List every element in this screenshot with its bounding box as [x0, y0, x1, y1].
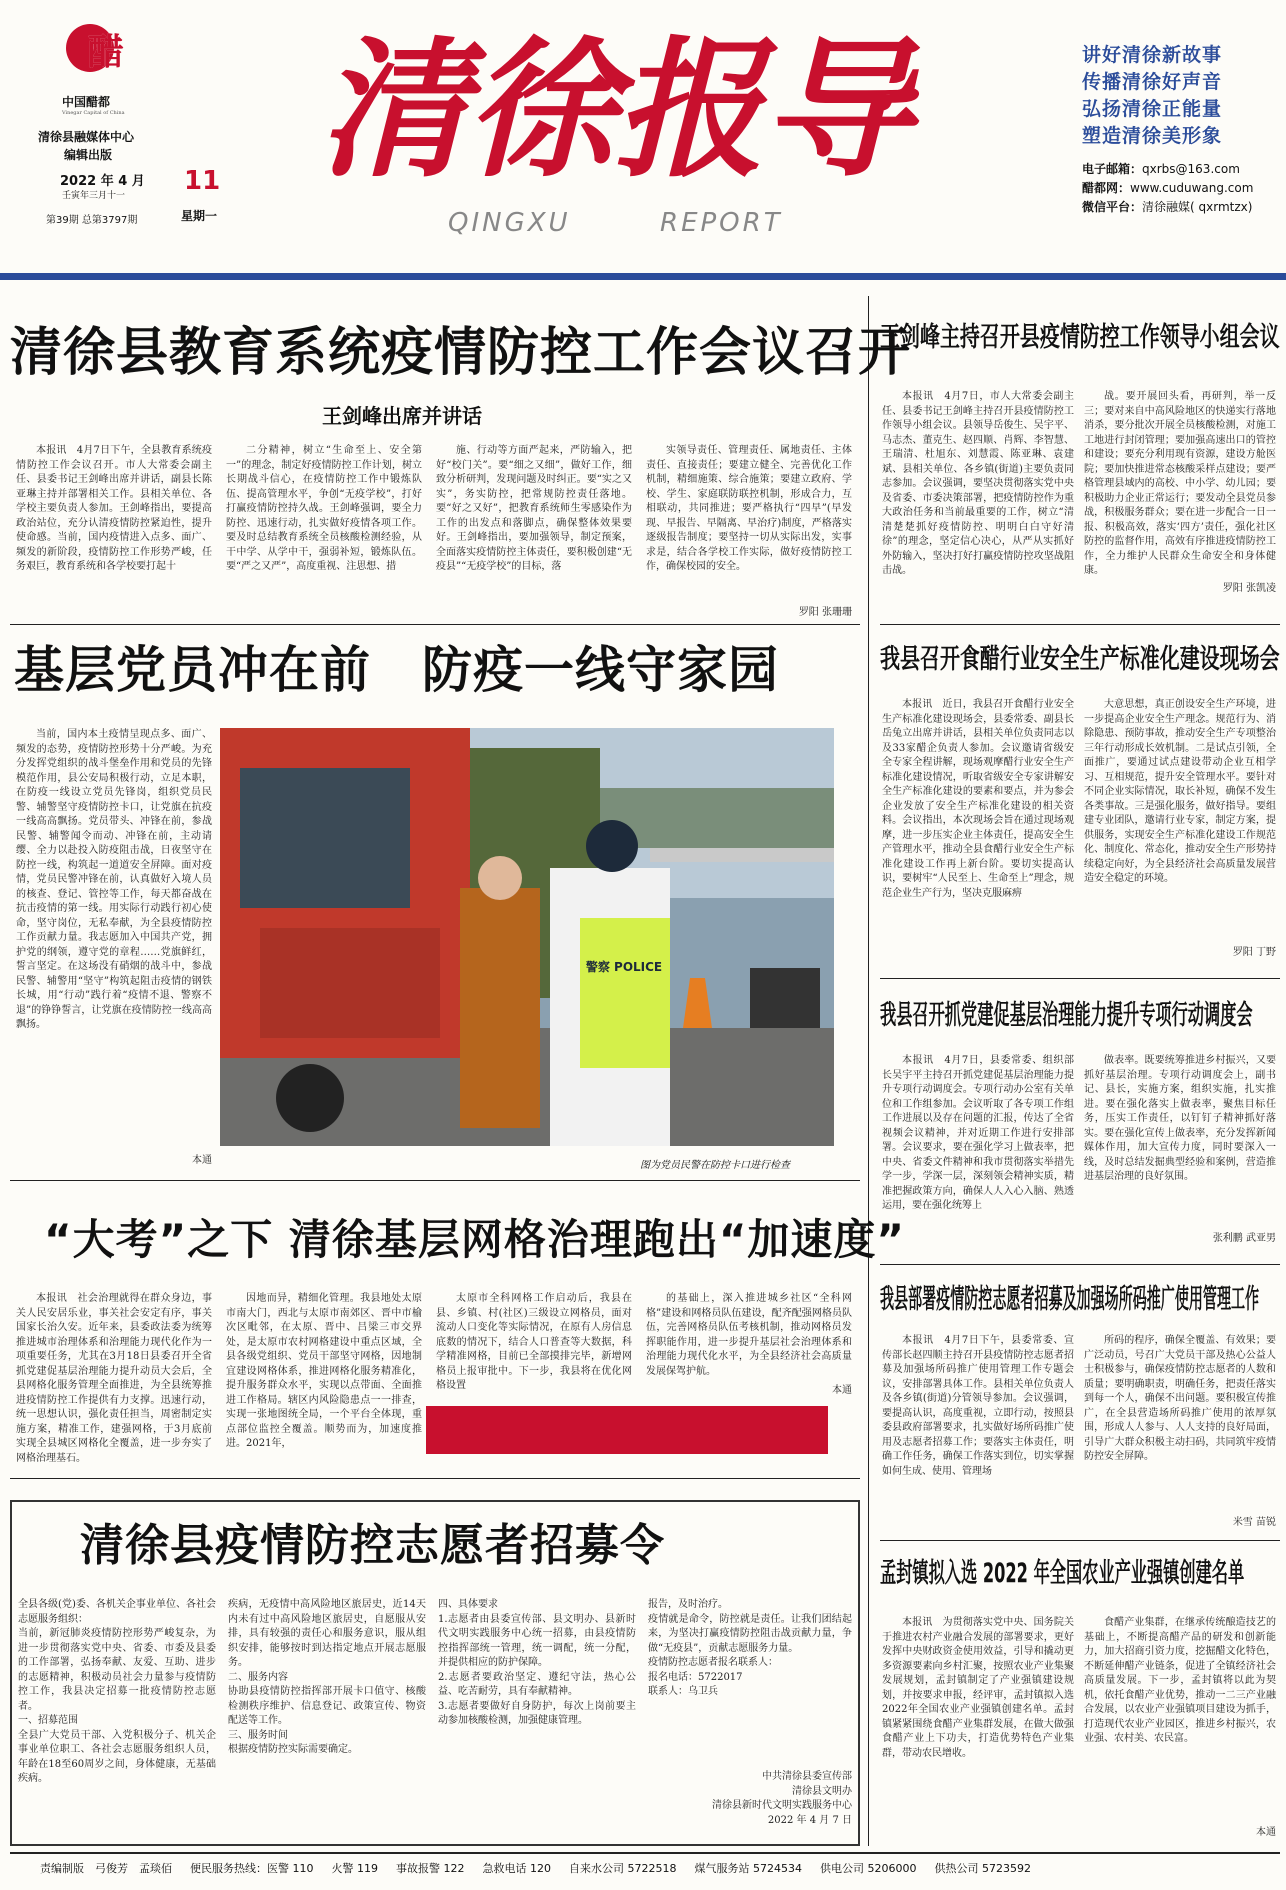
a6-col-4: 的基础上，深入推进城乡社区“全科网格”建设和网格员队伍建设，配齐配强网格员队伍，完善网格员队伍考核机制，推动网格员发挥职能作用，进一步提升基层社会治理体系和治理能力现代化水平，为全县经济社会高质量发展保驾护航。: [646, 1293, 852, 1377]
a9-col-2: 食醋产业集群，在继承传统酿造技艺的基础上，不断提高醋产品的研发和创新能力，加大招商引资力度，挖掘醋文化特色，不断延伸醋产业链条，促进了全镇经济社会高质量发展。下一步，孟封镇将以此为契机，依托食醋产业优势，推动一二三产业融合发展，以农业产业强镇项目建设为抓手，打造现代农业产业园区，推进乡村振兴，农业强、农村美、农民富。: [1084, 1617, 1276, 1744]
masthead-rule: [0, 273, 1286, 280]
a8-col-2: 疾病，无疫情中高风险地区旅居史，近14天内未有过中高风险地区旅居史，自愿服从安排，具有较强的责任心和服务意识，服从组织安排，能够按时到达指定地点开展志愿服务。 二、服务内容 协助县疫情防控指挥部开展卡口值守、核酸检测秩序维护、信息登记、政策宣传、物资配送等工作。 三、服务时间 根据疫情防控实际需要确定。: [228, 1599, 426, 1755]
body-a3: 当前，国内本土疫情呈现点多、面广、频发的态势，疫情防控形势十分严峻。为充分发挥党组织的战斗堡垒作用和党员的先锋模范作用，县公安局积极行动，立足本职，在防疫一线设立党员先锋岗，组织党员民警、辅警坚守疫情防控卡口，让党旗在抗疫一线高高飘扬。党员带头、冲锋在前，参战民警、辅警闻令而动、冲锋在前，主动请缨、全力以赴投入防疫阻击战，日夜坚守在防控一线，构筑起一道道安全屏障。面对疫情，党员民警冲锋在前，认真做好入境人员的核查、登记、管控等工作，每天都奋战在抗击疫情的第一线。用实际行动践行初心使命，坚守岗位，无私奉献，为全县疫情防控工作贡献力量。我志愿加入中国共产党，拥护党的纲领，遵守党的章程……党旗鲜红，誓言坚定。在这场没有硝烟的战斗中，参战民警、辅警用“坚守”构筑起阻击疫情的钢铁长城，用“行动”践行着“疫情不退、警察不退”的铮铮誓言，让党旗在疫情防控一线高高飘扬。: [16, 729, 212, 1030]
photo-caption: 图为党员民警在防控卡口进行检查: [640, 1160, 790, 1171]
body-a9: [882, 1616, 1278, 1840]
a8-col-3: 四、具体要求 1.志愿者由县委宣传部、县文明办、县新时代文明实践服务中心统一招募，由县疫情防控指挥部统一管理，统一调配，统一分配，并提供相应的防护保障。 2.志愿者要政治坚定、遵纪守法，热心公益、吃苦耐劳，具有奉献精神。 3.志愿者要做好自身防护，每次上岗前要主动参加核酸检测，加强健康管理。: [438, 1599, 636, 1726]
signoff-dept-3: 清徐县新时代文明实践服务中心: [712, 1800, 852, 1811]
weekday: 星期一: [181, 209, 218, 223]
footer-emergency: 急救电话 120: [482, 1862, 551, 1875]
masthead-pinyin-2: REPORT: [660, 208, 783, 238]
footer-rule: [10, 1852, 1280, 1854]
masthead-title: 清徐报导: [318, 22, 911, 198]
a4-col-1: 本报讯 近日，我县召开食醋行业安全生产标准化建设现场会，县委常委、副县长岳兔立出席并讲话，县相关单位负责同志以及33家醋企负责人参加。会议邀请省级安全专家全程讲解，现场观摩醋行业安全生产标准化建设情况，听取省级安全专家讲解安全生产标准化建设的要素和要点，并为参会企业发放了安全生产标准化建设的相关资料。会议指出，本次现场会旨在通过现场观摩，进一步压实企业主体责任，提高安全生产管理水平，推动全县食醋行业安全生产标准化建设工作再上新台阶。要切实提高认识，要树牢“人民至上、生命至上”理念，规范企业生产行为，坚决克服麻痹: [882, 699, 1074, 899]
slogan-3: 弘扬清徐正能量: [1082, 98, 1223, 120]
footer-gas: 煤气服务站 5724534: [694, 1862, 802, 1875]
footer-editor: 责编制版 弓俊芳 孟琰佰: [40, 1862, 172, 1875]
slogan-1: 讲好清徐新故事: [1082, 44, 1223, 66]
a5-col-2: 做表率。既要统筹推进乡村振兴，又要抓好基层治理。专项行动调度会上，副书记、县长，实施方案，组织实施，扎实推进。要在强化落实上做表率，聚焦目标任务，压实工作责任，以钉钉子精神抓好落实。要在强化宣传上做表率，充分发挥新闻媒体作用，加大宣传力度，同时要深入一线，及时总结发掘典型经验和案例，营造推进基层治理的良好氛围。: [1084, 1055, 1276, 1182]
body-a1: [16, 444, 856, 620]
news-photo: [220, 728, 834, 1146]
body-a8: [18, 1598, 854, 1838]
a3-byline: 本通: [192, 1155, 212, 1166]
contact-email: 电子邮箱：qxrbs@163.com: [1082, 162, 1240, 176]
footer-water: 自来水公司 5722518: [569, 1862, 677, 1875]
a9-byline: 本通: [1256, 1827, 1276, 1838]
publisher-line-1: 清徐县融媒体中心: [38, 130, 135, 144]
slogan-2: 传播清徐好声音: [1082, 71, 1223, 93]
a2-col-1: 本报讯 4月7日，市人大常委会副主任、县委书记王剑峰主持召开县疫情防控工作领导小组会议。县领导岳俊生、吴宇平、马志杰、董克生、赵四顺、肖辉、李智慧、王瑞清、杜旭东、刘慧霞、陈亚琳、袁建斌、县相关单位、各乡镇(街道)主要负责同志参加。会议强调，要坚决贯彻落实党中央及省委、市委决策部署，把疫情防控作为重大政治任务和当前最重要的工作，树立“清清楚楚抓好疫情防控、明明白白守好清徐”的理念，坚定信心决心，从严从实抓好外防输入，坚决打好打赢疫情防控攻坚战阻击战。: [882, 391, 1074, 576]
a4-byline: 罗阳 丁野: [1232, 947, 1276, 958]
headline-a1: 清徐县教育系统疫情防控工作会议召开: [10, 323, 912, 383]
footer: [40, 1860, 1280, 1882]
issue-date: 2022 年 4 月: [60, 174, 145, 189]
body-a5: [882, 1054, 1278, 1246]
subtitle-a1: 王剑峰出席并讲话: [322, 404, 482, 428]
a6-col-2: 因地而异，精细化管理。我县地处太原市南大门，西北与太原市南郊区、晋中市榆次区毗邻，在太原、晋中、吕梁三市交界处，是太原市农村网格建设中重点区域，全县各级党组织、党员干部坚守网格，因地制宜建设网格体系，推进网格化服务精准化，提升服务群众水平，实现以点带面、全面推进工作格局。辖区内风险隐患点一一排查，实现一张地图统全局，一个平台全体现，重点部位监控全覆盖。顺势而为，加速度推进。2021年，: [226, 1293, 422, 1449]
a7-col-2: 所码的程序，确保全覆盖、有效果；要广泛动员，号召广大党员干部及热心公益人士积极参与，确保疫情防控志愿者的人数和质量；要明确职责，明确任务，把责任落实到每一个人，确保不出问题。要积极宣传推广，在全县营造场所码推广使用的浓厚氛围，形成人人参与、人人支持的良好局面，引导广大群众积极主动扫码，共同筑牢疫情防控安全屏障。: [1084, 1335, 1276, 1462]
banner-party-building: [426, 1406, 828, 1454]
logo-text-cn: 中国醋都: [62, 95, 111, 109]
signoff-dept-2: 清徐县文明办: [792, 1785, 852, 1797]
a4-col-2: 大意思想，真正创设安全生产环境，进一步提高企业安全生产理念。规范行为、消除隐患、预防事故，推动安全生产专项整治三年行动形成长效机制。二是试点引领，全面推广，要通过试点建设带动企业互相学习、互相规范，提升安全管理水平。要针对不同企业实际情况，取长补短，确保不发生各类事故。三是强化服务，做好指导。要组建专业团队，邀请行业专家，制定方案，提供服务，实现安全生产标准化建设工作规范化、制度化、常态化，推动安全生产形势持续稳定向好，为全县经济社会高质量发展营造安全稳定的环境。: [1084, 699, 1276, 884]
a1-byline: 罗阳 张珊珊: [798, 607, 852, 618]
a5-byline-visible: 张利鹏 武亚男: [1212, 1233, 1276, 1244]
slogans: [1082, 42, 1262, 150]
a1-col-4: 实领导责任、管理责任、属地责任、主体责任、直接责任；要建立健全、完善优化工作机制，精细施策、综合施策；要建立政府、学校、学生、家庭联防联控机制，形成合力，互相联动，共同推进；要严格执行“四早”(早发现、早报告、早隔离、早治疗)制度，严格落实逐级报告制度；要坚持一切从实际出发，实事求是，结合各学校工作实际，做好疫情防控工作，确保校园的安全。: [646, 445, 852, 572]
footer-hotline: 便民服务热线：医警 110: [190, 1862, 314, 1875]
publisher-line-2: 编辑出版: [64, 148, 113, 162]
city-logo: [66, 24, 126, 80]
a8-col-4: 报告，及时治疗。 疫情就是命令，防控就是责任。让我们团结起来，为坚决打赢疫情防控阻击战贡献力量，争做“无疫县”，贡献志愿服务力量。 疫情防控志愿者报名联系人： 报名电话：5722017 联系人：乌卫兵: [648, 1599, 852, 1697]
body-a7: [882, 1334, 1278, 1530]
headline-a4: 我县召开食醋行业安全生产标准化建设现场会: [880, 644, 1280, 675]
a6-byline: 本通: [832, 1385, 852, 1396]
rule-a3: [10, 1180, 860, 1181]
police-vest-text: 警察 POLICE: [585, 960, 663, 974]
footer-accident: 事故报警 122: [396, 1862, 465, 1875]
issue-number: 第39期 总第3797期: [46, 215, 138, 226]
lunar-date: 壬寅年三月十一: [62, 191, 126, 201]
issue-day: 11: [184, 166, 221, 196]
photo-illustration: [220, 728, 834, 1146]
a5-col-1: 本报讯 4月7日，县委常委、组织部长吴宇平主持召开抓党建促基层治理能力提升专项行动调度会。专项行动办公室有关单位和工作组参加。会议听取了各专项工作组工作进展以及存在问题的汇报，传达了全省视频会议精神，并对近期工作进行安排部署。会议要求，要在强化学习上做表率，把中央、省委文件精神和我市贯彻落实举措先学一步，学深一层，深刻领会精神实质，精准把握政策方向，确保人人入心入脑、熟透运用，要在强化统筹上: [882, 1055, 1074, 1211]
slogan-4: 塑造清徐美形象: [1082, 125, 1223, 147]
a2-byline: 罗阳 张凯凌: [1222, 583, 1276, 594]
masthead-pinyin-1: QINGXU: [448, 208, 571, 238]
a8-signoff: [648, 1770, 852, 1838]
a7-col-1: 本报讯 4月7日下午，县委常委、宣传部长赵四顺主持召开县疫情防控志愿者招募及加强场所码推广使用管理工作专题会议，安排部署具体工作。县相关单位负责人及各乡镇(街道)分管领导参加。会议强调，要提高认识，高度重视，立即行动，按照县委县政府部署要求，扎实做好场所码推广使用及志愿者招募工作；要落实主体责任，明确工作任务，确保工作落实到位，切实掌握如何生成、使用、管理场: [882, 1335, 1074, 1477]
headline-a5: 我县召开抓党建促基层治理能力提升专项行动调度会: [880, 1000, 1253, 1031]
headline-a9: 孟封镇拟入选 2022 年全国农业产业强镇创建名单: [880, 1558, 1245, 1589]
headline-a3: 基层党员冲在前 防疫一线守家园: [14, 641, 779, 699]
a6-col-1: 本报讯 社会治理就得在群众身边，事关人民安居乐业，事关社会安定有序，事关国家长治久安。近年来，县委政法委为统筹推进城市治理体系和治理能力现代化作为一项重要任务，尤其在3月18日县委召开全省抓党建促基层治理能力提升动员大会后，全县网格化服务管理全面推进，为全县统筹推进疫情防控工作提供有力支撑。迅速行动，统一思想认识，强化责任担当，周密制定实施方案，精准工作，建强网格，于3月底前实现全县城区网格化全覆盖，进一步夯实了网格治理基石。: [16, 1293, 212, 1464]
footer-power: 供电公司 5206000: [820, 1862, 917, 1875]
a1-col-3: 施、行动等方面严起来，严防输入，把好“校门关”。要“细之又细”，做好工作，细致分析研判，发现问题及时纠正。要“实之又实”，务实防控，把常规防控责任落地。要“好之又好”，把教育系统师生零感染作为工作的出发点和落脚点，确保整体效果要好。王剑峰指出，要加强领导，制定预案，全面落实疫情防控主体责任，要积极创建“无疫县”“无疫学校”的目标，落: [436, 445, 632, 572]
signoff-date: 2022 年 4 月 7 日: [767, 1814, 852, 1826]
signoff-dept-1: 中共清徐县委宣传部: [762, 1771, 852, 1782]
logo-char: 醋: [88, 31, 125, 73]
contact-wechat: 微信平台：清徐融媒( qxrmtzx): [1082, 200, 1253, 214]
rule-a6: [10, 1478, 860, 1479]
a9-col-1: 本报讯 为贯彻落实党中央、国务院关于推进农村产业融合发展的部署要求，更好发挥中央财政资金使用效益，引导和撬动更多资源要素向乡村汇聚，按照农业产业集聚发展规划，孟封镇制定了产业强镇建设规划，并按要求申报，经评审，孟封镇拟入选2022年全国农业产业强镇创建名单。孟封镇紧紧围绕食醋产业集群发展，在做大做强食醋产业上下功夫，打造优势特色产业集群，带动农民增收。: [882, 1617, 1074, 1759]
rule-a7: [880, 1540, 1280, 1541]
recruitment-box: [10, 1500, 860, 1846]
contacts: [1082, 160, 1282, 217]
masthead: [0, 0, 1286, 282]
contact-web: 醋都网：www.cuduwang.com: [1082, 181, 1254, 195]
body-a2: [882, 390, 1278, 596]
body-a4: [882, 698, 1278, 960]
a6-col-3: 太原市全科网格工作启动后，我县在县、乡镇、村(社区)三级设立网格员，面对流动人口变化等实际情况，在原有人房信息底数的情况下，结合人口普查等大数据，科学精准网格，目前已全部摸排完毕，新增网格员上报审批中。下一步，我县将在优化网格设置: [436, 1293, 632, 1391]
headline-a7: 我县部署疫情防控志愿者招募及加强场所码推广使用管理工作: [880, 1284, 1260, 1315]
headline-a8: 清徐县疫情防控志愿者招募令: [80, 1520, 665, 1571]
logo-text-en: Vinegar Capital of China: [62, 110, 125, 116]
footer-fire: 火警 119: [331, 1862, 378, 1875]
rule-a4: [880, 978, 1280, 979]
a8-col-1: 全县各级(党)委、各机关企事业单位、各社会志愿服务组织： 当前，新冠肺炎疫情防控形势严峻复杂，为进一步贯彻落实党中央、省委、市委及县委的工作部署，弘扬奉献、友爱、互助、进步的志愿精神，积极动员社会力量参与疫情防控工作，我县决定招募一批疫情防控志愿者。 一、招募范围 全县广大党员干部、入党积极分子、机关企事业单位职工、各社会志愿服务组织人员，年龄在18至60周岁之间，身体健康，无基础疾病。: [18, 1599, 216, 1784]
headline-a2: 王剑峰主持召开县疫情防控工作领导小组会议: [880, 322, 1280, 353]
rule-a1: [10, 624, 860, 625]
footer-heating: 供热公司 5723592: [934, 1862, 1031, 1875]
a2-col-2: 战。要开展回头看，再研判，举一反三；要对来自中高风险地区的快递实行落地消杀，要分批次开展全员核酸检测，对施工工地进行封闭管理；要加强高速出口的管控和建设；要充分利用现有资源，建设方舱医院；要加快推进常态核酸采样点建设；要严格管理县域内的高校、中小学、幼儿园；要积极助力企业正常运行；要发动全县党员参战，积极服务群众；要在进一步配合一日一报、积极高效，落实‘四方’责任，强化社区防控的监督作用，高效有序推进疫情防控工作，全力维护人民群众生命安全和身体健康。: [1084, 391, 1276, 576]
headline-a6: “大考”之下 清徐基层网格治理跑出“加速度”: [44, 1215, 906, 1264]
rule-a5: [880, 1264, 1280, 1265]
a1-col-2: 二分精神，树立“生命至上、安全第一”的理念，制定好疫情防控工作计划，树立长期战斗信心，在疫情防控工作中锻炼队伍、提高管理水平，争创“无疫学校”，打好打赢疫情防控持久战。王剑峰强调，要全力防控、迅速行动，扎实做好疫情各项工作。要及时总结教育系统全员核酸检测经验，从干中学、从学中干，强弱补短，锻炼队伍。要“严之又严”，高度重视、注思想、措: [226, 445, 422, 572]
a1-col-1: 本报讯 4月7日下午，全县教育系统疫情防控工作会议召开。市人大常委会副主任、县委书记王剑峰出席并讲话，副县长陈亚琳主持并部署相关工作。县相关单位、各学校主要负责人参加。王剑峰指出，要提高政治站位，充分认清疫情防控紧迫性，提升使命感。当前，国内疫情进入点多、面广、频发的新阶段，疫情防控工作形势严峻，任务艰巨，教育系统和各学校要打起十: [16, 445, 212, 572]
rule-a2: [880, 624, 1280, 625]
column-divider: [868, 296, 869, 1846]
a7-byline: 米雪 苗锐: [1232, 1517, 1276, 1528]
